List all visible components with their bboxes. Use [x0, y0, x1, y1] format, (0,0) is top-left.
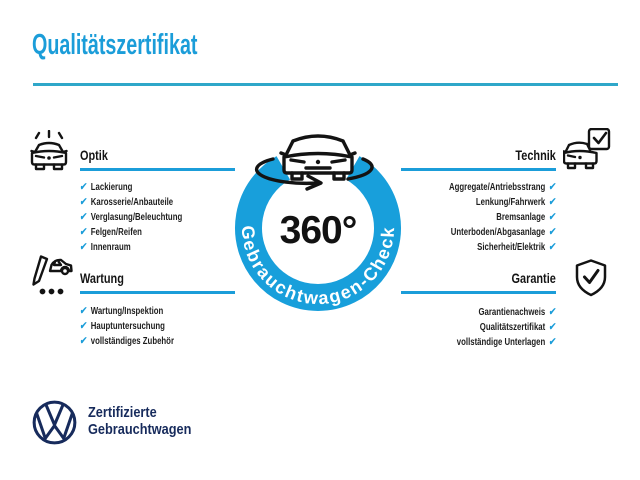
- check-item-label: Bremsanlage: [496, 211, 546, 223]
- check-item-label: Qualitätszertifikat: [479, 321, 546, 333]
- check-item-label: Lenkung/Fahrwerk: [475, 196, 546, 208]
- car-checkbox-icon: [563, 128, 611, 172]
- check-item-label: vollständiges Zubehör: [90, 335, 174, 347]
- check-item: [80, 210, 248, 225]
- check-item-label: Innenraum: [90, 241, 131, 253]
- check-item-label: Sicherheit/Elektrik: [477, 241, 546, 253]
- check-item-label: vollständige Unterlagen: [456, 336, 546, 348]
- check-item: [80, 225, 248, 240]
- check-item-label: Garantienachweis: [478, 306, 546, 318]
- check-icon: ✔: [548, 226, 557, 238]
- check-item: [80, 319, 248, 334]
- check-item-label: Hauptuntersuchung: [90, 320, 165, 332]
- section-title-garantie: Garantie: [511, 270, 556, 286]
- title-divider: [33, 83, 618, 86]
- check-icon: ✔: [79, 320, 88, 332]
- check-item: [80, 180, 248, 195]
- check-item: [80, 195, 248, 210]
- section-title-technik: Technik: [515, 147, 556, 163]
- car-shine-icon: [27, 130, 71, 172]
- check-icon: ✔: [548, 181, 557, 193]
- check-icon: ✔: [548, 211, 557, 223]
- check-icon: ✔: [548, 196, 557, 208]
- check-item-label: Felgen/Reifen: [90, 226, 142, 238]
- check-item-label: Wartung/Inspektion: [90, 305, 164, 317]
- footer-label: [88, 405, 191, 438]
- check-item: [80, 240, 248, 255]
- section-divider-garantie: [401, 291, 556, 294]
- check-item-label: Lackierung: [90, 181, 133, 193]
- shield-check-icon: [574, 259, 608, 297]
- check-item-label: Karosserie/Anbauteile: [90, 196, 174, 208]
- section-divider-technik: [401, 168, 556, 171]
- page-title: Qualitätszertifikat: [32, 29, 198, 61]
- check-icon: ✔: [79, 241, 88, 253]
- section-title-optik: Optik: [80, 147, 108, 163]
- section-divider-optik: [80, 168, 235, 171]
- check-icon: ✔: [79, 181, 88, 193]
- footer-label-line2: Gebrauchtwagen: [88, 420, 192, 438]
- check-icon: ✔: [548, 321, 557, 333]
- section-divider-wartung: [80, 291, 235, 294]
- check-item: [80, 304, 248, 319]
- footer-label-line1: Zertifizierte: [88, 404, 157, 421]
- check-icon: ✔: [79, 226, 88, 238]
- 360-check-badge: [225, 118, 415, 330]
- service-checklist-car-icon: [27, 255, 73, 297]
- check-icon: ✔: [79, 335, 88, 347]
- check-icon: ✔: [548, 336, 557, 348]
- check-icon: ✔: [79, 196, 88, 208]
- degree-label: 360°: [279, 209, 357, 252]
- check-item-label: Unterboden/Abgasanlage: [450, 226, 546, 238]
- section-title-wartung: Wartung: [80, 270, 124, 286]
- check-icon: ✔: [79, 305, 88, 317]
- check-item-label: Verglasung/Beleuchtung: [90, 211, 183, 223]
- check-icon: ✔: [548, 306, 557, 318]
- ring-label: Gebrauchtwagen-Check: [237, 224, 399, 309]
- check-icon: ✔: [79, 211, 88, 223]
- vw-logo: [31, 399, 78, 446]
- check-item: [80, 334, 248, 349]
- check-icon: ✔: [548, 241, 557, 253]
- check-item: [388, 335, 556, 350]
- check-item-label: Aggregate/Antriebsstrang: [449, 181, 546, 193]
